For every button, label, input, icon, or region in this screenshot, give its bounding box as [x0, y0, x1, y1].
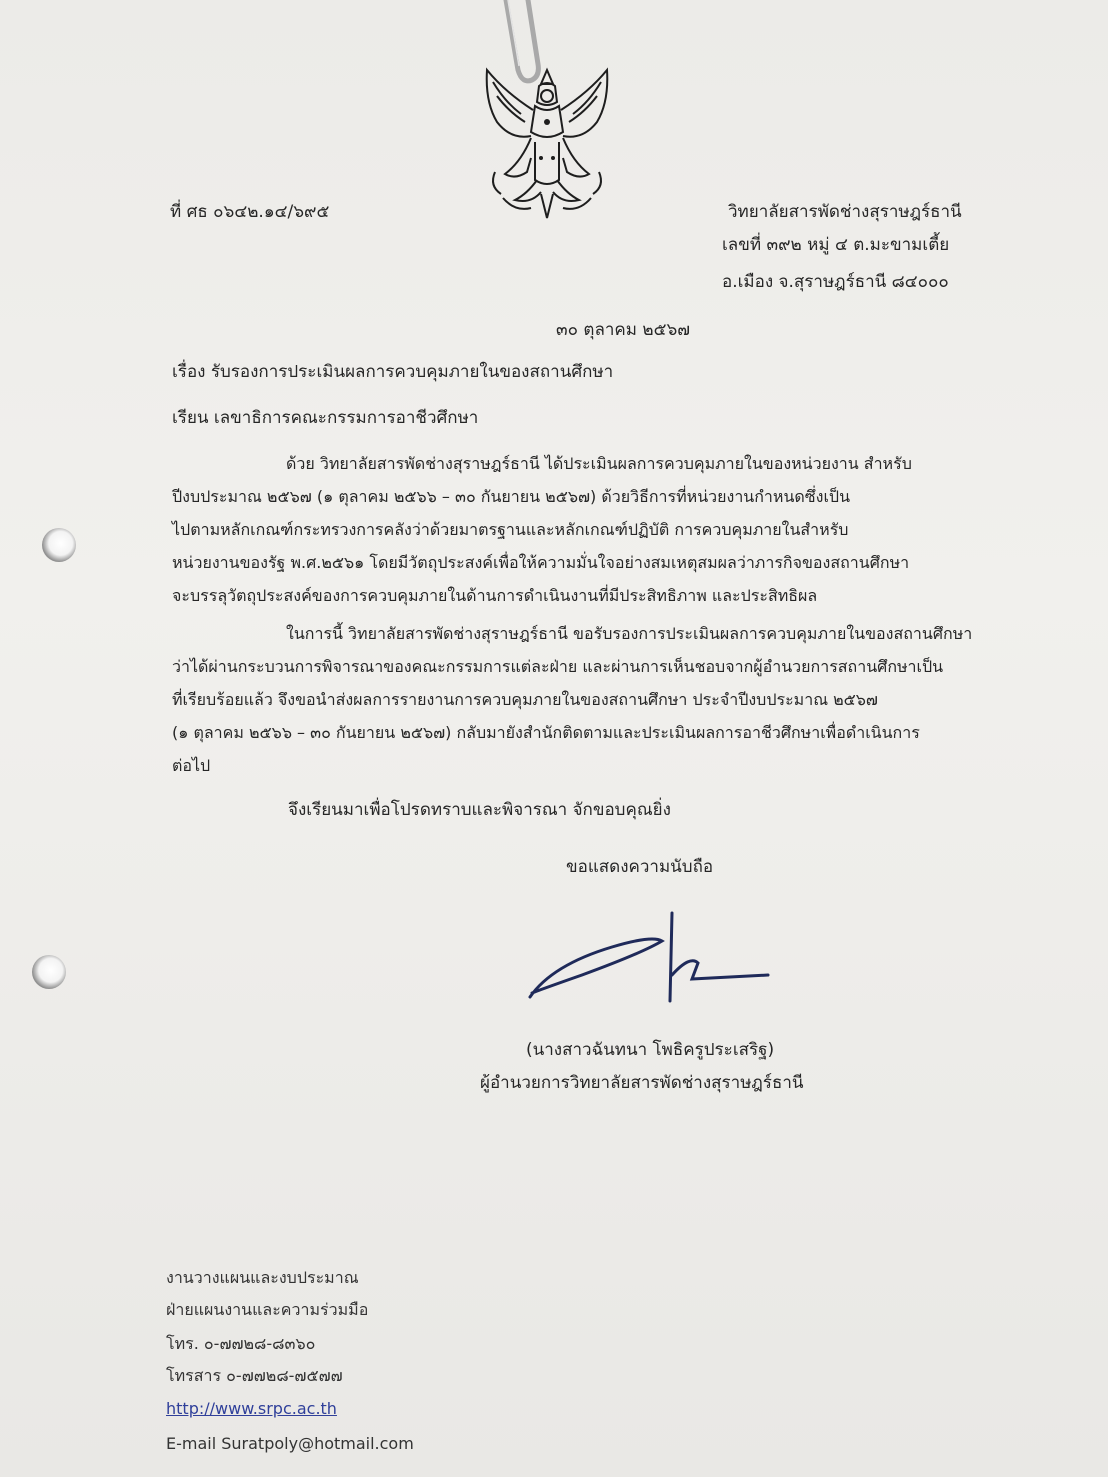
footer-fax: โทรสาร ๐-๗๗๒๘-๗๕๗๗: [166, 1366, 343, 1385]
signature-mark: [522, 905, 772, 1005]
garuda-emblem-icon: [475, 62, 620, 222]
paragraph-1-line: จะบรรลุวัตถุประสงค์ของการควบคุมภายในด้านการดำเนินงานที่มีประสิทธิภาพ และประสิทธิผล: [172, 586, 818, 605]
reference-number: ที่ ศธ ๐๖๔๒.๑๔/๖๙๕: [170, 202, 330, 222]
paragraph-2-line: ว่าได้ผ่านกระบวนการพิจารณาของคณะกรรมการแต่ละฝ่าย และผ่านการเห็นชอบจากผู้อำนวยการสถานศึกษาเป็น: [172, 657, 944, 676]
footer-dept: งานวางแผนและงบประมาณ: [166, 1268, 359, 1287]
letter-date: ๓๐ ตุลาคม ๒๕๖๗: [556, 320, 691, 340]
website-link[interactable]: http://www.srpc.ac.th: [166, 1399, 337, 1418]
footer-tel: โทร. ๐-๗๗๒๘-๘๓๖๐: [166, 1334, 316, 1353]
footer-division: ฝ่ายแผนงานและความร่วมมือ: [166, 1300, 369, 1319]
body-paragraph-1: [172, 447, 912, 612]
punch-hole-icon: [42, 528, 76, 562]
address-line-1: เลขที่ ๓๙๒ หมู่ ๔ ต.มะขามเตี้ย: [722, 235, 950, 255]
paragraph-1-line: ปีงบประมาณ ๒๕๖๗ (๑ ตุลาคม ๒๕๖๖ – ๓๐ กันยายน ๒๕๖๗) ด้วยวิธีการที่หน่วยงานกำหนดซึ่งเป็น: [172, 487, 851, 506]
paragraph-1-line: ด้วย วิทยาลัยสารพัดช่างสุราษฎร์ธานี ได้ประเมินผลการควบคุมภายในของหน่วยงาน สำหรับ: [286, 454, 912, 473]
punch-hole-icon: [32, 955, 66, 989]
paragraph-1-line: ไปตามหลักเกณฑ์กระทรวงการคลังว่าด้วยมาตรฐานและหลักเกณฑ์ปฏิบัติ การควบคุมภายในสำหรับ: [172, 520, 849, 539]
closing-request: จึงเรียนมาเพื่อโปรดทราบและพิจารณา จักขอบคุณยิ่ง: [288, 800, 671, 820]
body-paragraph-2: [172, 617, 972, 782]
signatory-title: ผู้อำนวยการวิทยาลัยสารพัดช่างสุราษฎร์ธานี: [480, 1073, 804, 1093]
subject-line: เรื่อง รับรองการประเมินผลการควบคุมภายในของสถานศึกษา: [172, 362, 614, 382]
salutation: ขอแสดงความนับถือ: [566, 857, 714, 877]
org-name: วิทยาลัยสารพัดช่างสุราษฎร์ธานี: [728, 202, 962, 222]
recipient-line: เรียน เลขาธิการคณะกรรมการอาชีวศึกษา: [172, 408, 479, 428]
paragraph-1-line: หน่วยงานของรัฐ พ.ศ.๒๕๖๑ โดยมีวัตถุประสงค์เพื่อให้ความมั่นใจอย่างสมเหตุสมผลว่าภารกิจของสถานศึกษา: [172, 553, 910, 572]
paragraph-2-line: ต่อไป: [172, 756, 211, 775]
paragraph-2-line: ที่เรียบร้อยแล้ว จึงขอนำส่งผลการรายงานการควบคุมภายในของสถานศึกษา ประจำปีงบประมาณ ๒๕๖๗: [172, 690, 878, 709]
footer-website-wrap: [166, 1393, 337, 1425]
footer-email: E-mail Suratpoly@hotmail.com: [166, 1434, 414, 1453]
paragraph-2-line: (๑ ตุลาคม ๒๕๖๖ – ๓๐ กันยายน ๒๕๖๗) กลับมายังสำนักติดตามและประเมินผลการอาชีวศึกษาเพื่อดำเนินการ: [172, 723, 920, 742]
paragraph-2-line: ในการนี้ วิทยาลัยสารพัดช่างสุราษฎร์ธานี ขอรับรองการประเมินผลการควบคุมภายในของสถานศึกษา: [286, 624, 973, 643]
address-line-2: อ.เมือง จ.สุราษฎร์ธานี ๘๔๐๐๐: [722, 272, 949, 292]
signatory-name: (นางสาวฉันทนา โพธิครูประเสริฐ): [526, 1040, 775, 1060]
